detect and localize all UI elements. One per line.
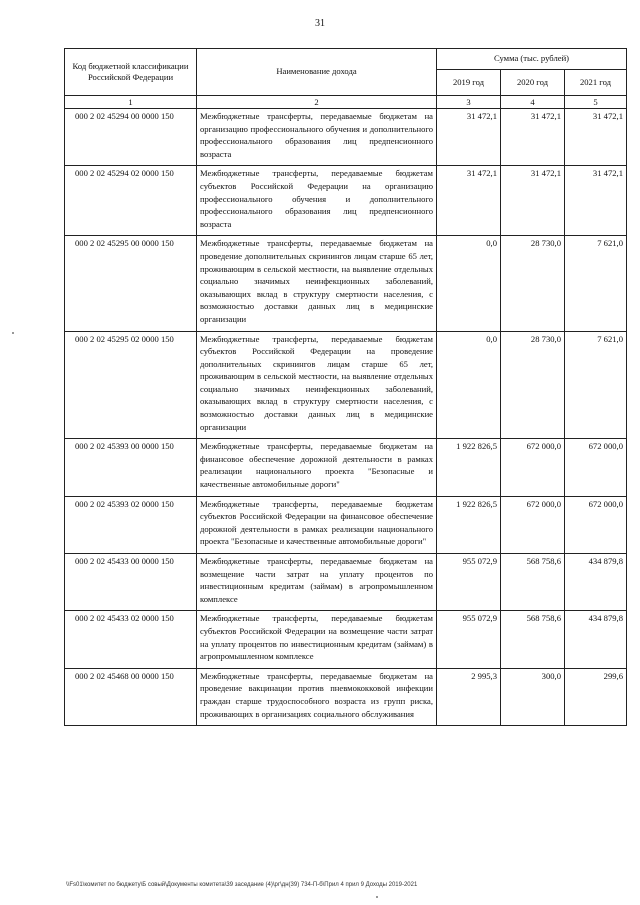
- column-number: 3: [437, 96, 501, 109]
- year-header-2021: 2021 год: [565, 70, 627, 96]
- amount-2021: 31 472,1: [565, 166, 627, 236]
- amount-2020: 31 472,1: [501, 166, 565, 236]
- amount-2019: 31 472,1: [437, 166, 501, 236]
- column-number: 4: [501, 96, 565, 109]
- table-row: [65, 109, 627, 166]
- amount-2021: 299,6: [565, 668, 627, 725]
- revenue-name: Межбюджетные трансферты, передаваемые бюджетам на проведение дополнительных скринингов лицам старше 65 лет, проживающим в сельской местности, на выявление отдельных социально значимых неинфекционных заболеваний, оказывающих вклад в структуру смертности населения, с возможностью доставки данных лиц в медицинские организации: [197, 236, 437, 331]
- amount-2019: 0,0: [437, 236, 501, 331]
- amount-2020: 28 730,0: [501, 236, 565, 331]
- table-row: [65, 668, 627, 725]
- revenue-name: Межбюджетные трансферты, передаваемые бюджетам субъектов Российской Федерации на проведение дополнительных скринингов лицам старше 65 лет, проживающим в сельской местности, на выявление отдельных социально значимых неинфекционных заболеваний, оказывающих вклад в структуру смертности населения, с возможностью доставки данных лиц в медицинские организации: [197, 331, 437, 439]
- amount-2020: 300,0: [501, 668, 565, 725]
- year-header-2019: 2019 год: [437, 70, 501, 96]
- year-header-2020: 2020 год: [501, 70, 565, 96]
- revenue-name: Межбюджетные трансферты, передаваемые бюджетам на финансовое обеспечение дорожной деятельности в рамках реализации национального проекта "Безопасные и качественные автомобильные дороги": [197, 439, 437, 496]
- amount-2021: 672 000,0: [565, 496, 627, 553]
- budget-code: 000 2 02 45393 00 0000 150: [65, 439, 197, 496]
- amount-2020: 672 000,0: [501, 496, 565, 553]
- amount-2021: 434 879,8: [565, 611, 627, 668]
- column-number: 5: [565, 96, 627, 109]
- table-row: [65, 554, 627, 611]
- table-row: [65, 496, 627, 553]
- budget-code: 000 2 02 45433 00 0000 150: [65, 554, 197, 611]
- budget-code: 000 2 02 45468 00 0000 150: [65, 668, 197, 725]
- budget-code: 000 2 02 45295 02 0000 150: [65, 331, 197, 439]
- amount-2019: 2 995,3: [437, 668, 501, 725]
- revenue-name: Межбюджетные трансферты, передаваемые бюджетам субъектов Российской Федерации на возмещение части затрат на уплату процентов по инвестиционным кредитам (займам) в агропромышленном комплексе: [197, 611, 437, 668]
- amount-2021: 434 879,8: [565, 554, 627, 611]
- name-column-header: Наименование дохода: [197, 49, 437, 96]
- sum-column-header: Сумма (тыс. рублей): [437, 49, 627, 70]
- scan-speck: [12, 332, 14, 334]
- budget-code: 000 2 02 45294 02 0000 150: [65, 166, 197, 236]
- amount-2021: 7 621,0: [565, 236, 627, 331]
- column-number: 1: [65, 96, 197, 109]
- revenue-name: Межбюджетные трансферты, передаваемые бюджетам на возмещение части затрат на уплату процентов по инвестиционным кредитам (займам) в агропромышленном комплексе: [197, 554, 437, 611]
- amount-2019: 1 922 826,5: [437, 439, 501, 496]
- amount-2020: 568 758,6: [501, 554, 565, 611]
- amount-2020: 31 472,1: [501, 109, 565, 166]
- column-number: 2: [197, 96, 437, 109]
- amount-2021: 7 621,0: [565, 331, 627, 439]
- amount-2021: 672 000,0: [565, 439, 627, 496]
- code-column-header: Код бюджетной классификации Российской Федерации: [65, 49, 197, 96]
- table-row: [65, 236, 627, 331]
- amount-2019: 0,0: [437, 331, 501, 439]
- revenue-name: Межбюджетные трансферты, передаваемые бюджетам субъектов Российской Федерации на организацию профессионального обучения и дополнительного профессионального образования лиц предпенсионного возраста: [197, 166, 437, 236]
- amount-2019: 955 072,9: [437, 611, 501, 668]
- budget-code: 000 2 02 45433 02 0000 150: [65, 611, 197, 668]
- amount-2020: 28 730,0: [501, 331, 565, 439]
- revenue-name: Межбюджетные трансферты, передаваемые бюджетам на проведение вакцинации против пневмококковой инфекции граждан старше трудоспособного возраста из групп риска, проживающих в организациях социального обслуживания: [197, 668, 437, 725]
- table-row: [65, 611, 627, 668]
- amount-2021: 31 472,1: [565, 109, 627, 166]
- revenue-name: Межбюджетные трансферты, передаваемые бюджетам субъектов Российской Федерации на финансовое обеспечение дорожной деятельности в рамках реализации национального проекта "Безопасные и качественные автомобильные дороги": [197, 496, 437, 553]
- revenue-table: [64, 48, 627, 726]
- table-row: [65, 439, 627, 496]
- amount-2020: 672 000,0: [501, 439, 565, 496]
- budget-code: 000 2 02 45393 02 0000 150: [65, 496, 197, 553]
- budget-code: 000 2 02 45294 00 0000 150: [65, 109, 197, 166]
- amount-2019: 1 922 826,5: [437, 496, 501, 553]
- scan-speck: [376, 896, 378, 898]
- page-number: 31: [315, 18, 325, 29]
- table-row: [65, 331, 627, 439]
- table-row: [65, 166, 627, 236]
- file-path-footer: \\Fs01\комитет по бюджету\Б совый\Документы комитета\39 заседание (4)\рг\дн(39) 734-П-б\Прил 4 прил 9 Доходы 2019-2021: [66, 882, 418, 888]
- amount-2019: 31 472,1: [437, 109, 501, 166]
- amount-2019: 955 072,9: [437, 554, 501, 611]
- column-number-row: [65, 96, 627, 109]
- budget-code: 000 2 02 45295 00 0000 150: [65, 236, 197, 331]
- revenue-name: Межбюджетные трансферты, передаваемые бюджетам на организацию профессионального обучения и дополнительного профессионального образования лиц предпенсионного возраста: [197, 109, 437, 166]
- amount-2020: 568 758,6: [501, 611, 565, 668]
